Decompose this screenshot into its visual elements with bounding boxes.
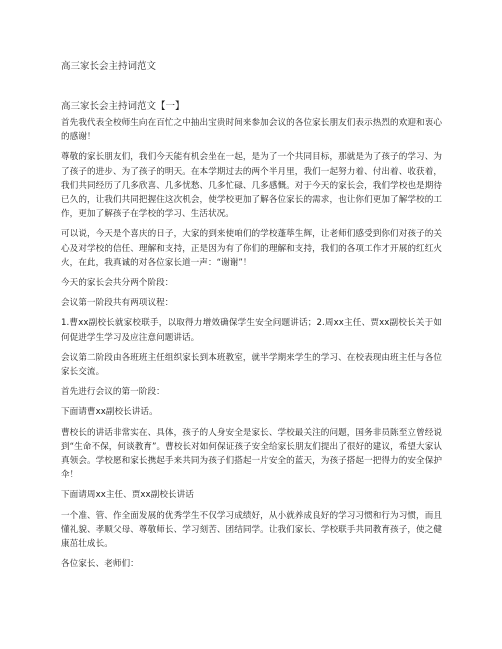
section-heading: 高三家长会主持词范文【一】	[61, 101, 185, 112]
paragraph-begin: 首先进行会议的第一阶段：	[61, 387, 165, 398]
document-body	[61, 116, 442, 571]
document-title: 高三家长会主持词范文	[61, 61, 157, 72]
paragraph-student: 一个准、管、作全面发展的优秀学生不仅学习成绩好，从小就养成良好的学习习惯和行为习惯，而且懂礼貌、孝顺父母、尊敬师长、学习刻苦、团结同学。让我们家长、学校联手共同教育孩子，使之健康茁壮成长。	[61, 510, 442, 550]
paragraph-safety: 曹校长的讲话非常实在、具体，孩子的人身安全是家长、学校最关注的问题，国务非员陈至立曾经说到“生命不保，何谈教育”。曹校长对如何保证孩子安全给家长朋友们提出了很好的建议，希望大家认真领会。学校愿和家长携起手来共同为孩子们搭起一片安全的蓝天，为孩子搭起一把得力的安全保护伞！	[61, 427, 442, 481]
paragraph-invite-zhou: 下面请周xx主任、贾xx副校长讲话	[61, 490, 194, 501]
paragraph-stage-one: 会议第一阶段共有两项议程：	[61, 298, 174, 309]
paragraph-invite-cao: 下面请曹xx副校长讲话。	[61, 407, 158, 418]
paragraph-thanks: 可以说，今天是个喜庆的日子，大家的到来使咱们的学校蓬荜生辉，让老师们感受到你们对孩子的关心及对学校的信任、理解和支持，正是因为有了你们的理解和支持，我们的各项工作才开展的红红火火，在此，我真诚的对各位家长道一声：“谢谢”！	[61, 229, 442, 268]
paragraph-stage-two: 会议第二阶段由各班班主任组织家长到本班教室，就半学期来学生的学习、在校表现由班主任与各位家长交流。	[61, 352, 442, 378]
paragraph-address: 各位家长、老师们：	[61, 559, 139, 570]
paragraph-agenda: 1.曹xx副校长就家校联手，以取得力增效确保学生安全问题讲话；2.周xx主任、贾xx副校长关于如何促进学生学习及应注意问题讲话。	[61, 318, 442, 343]
paragraph-stages: 今天的家长会共分两个阶段：	[61, 278, 174, 289]
paragraph-purpose: 尊敬的家长朋友们，我们今天能有机会坐在一起，是为了一个共同目标，那就是为了孩子的学习、为了孩子的进步、为了孩子的明天。在本学期过去的两个半月里，我们一起努力着、付出着、收获着，我们共同经历了几多欣喜、几多忧愁、几多忙碌、几多感慨。对于今天的家长会，我们学校也是期待已久的，让我们共同把握住这次机会，使学校更加了解各位家长的需求，也让你们更加了解学校的工作，更加了解孩子在学校的学习、生活状况。	[61, 152, 442, 220]
paragraph-welcome: 首先我代表全校师生向在百忙之中抽出宝贵时间来参加会议的各位家长朋友们表示热烈的欢迎和衷心的感谢！	[61, 118, 442, 143]
